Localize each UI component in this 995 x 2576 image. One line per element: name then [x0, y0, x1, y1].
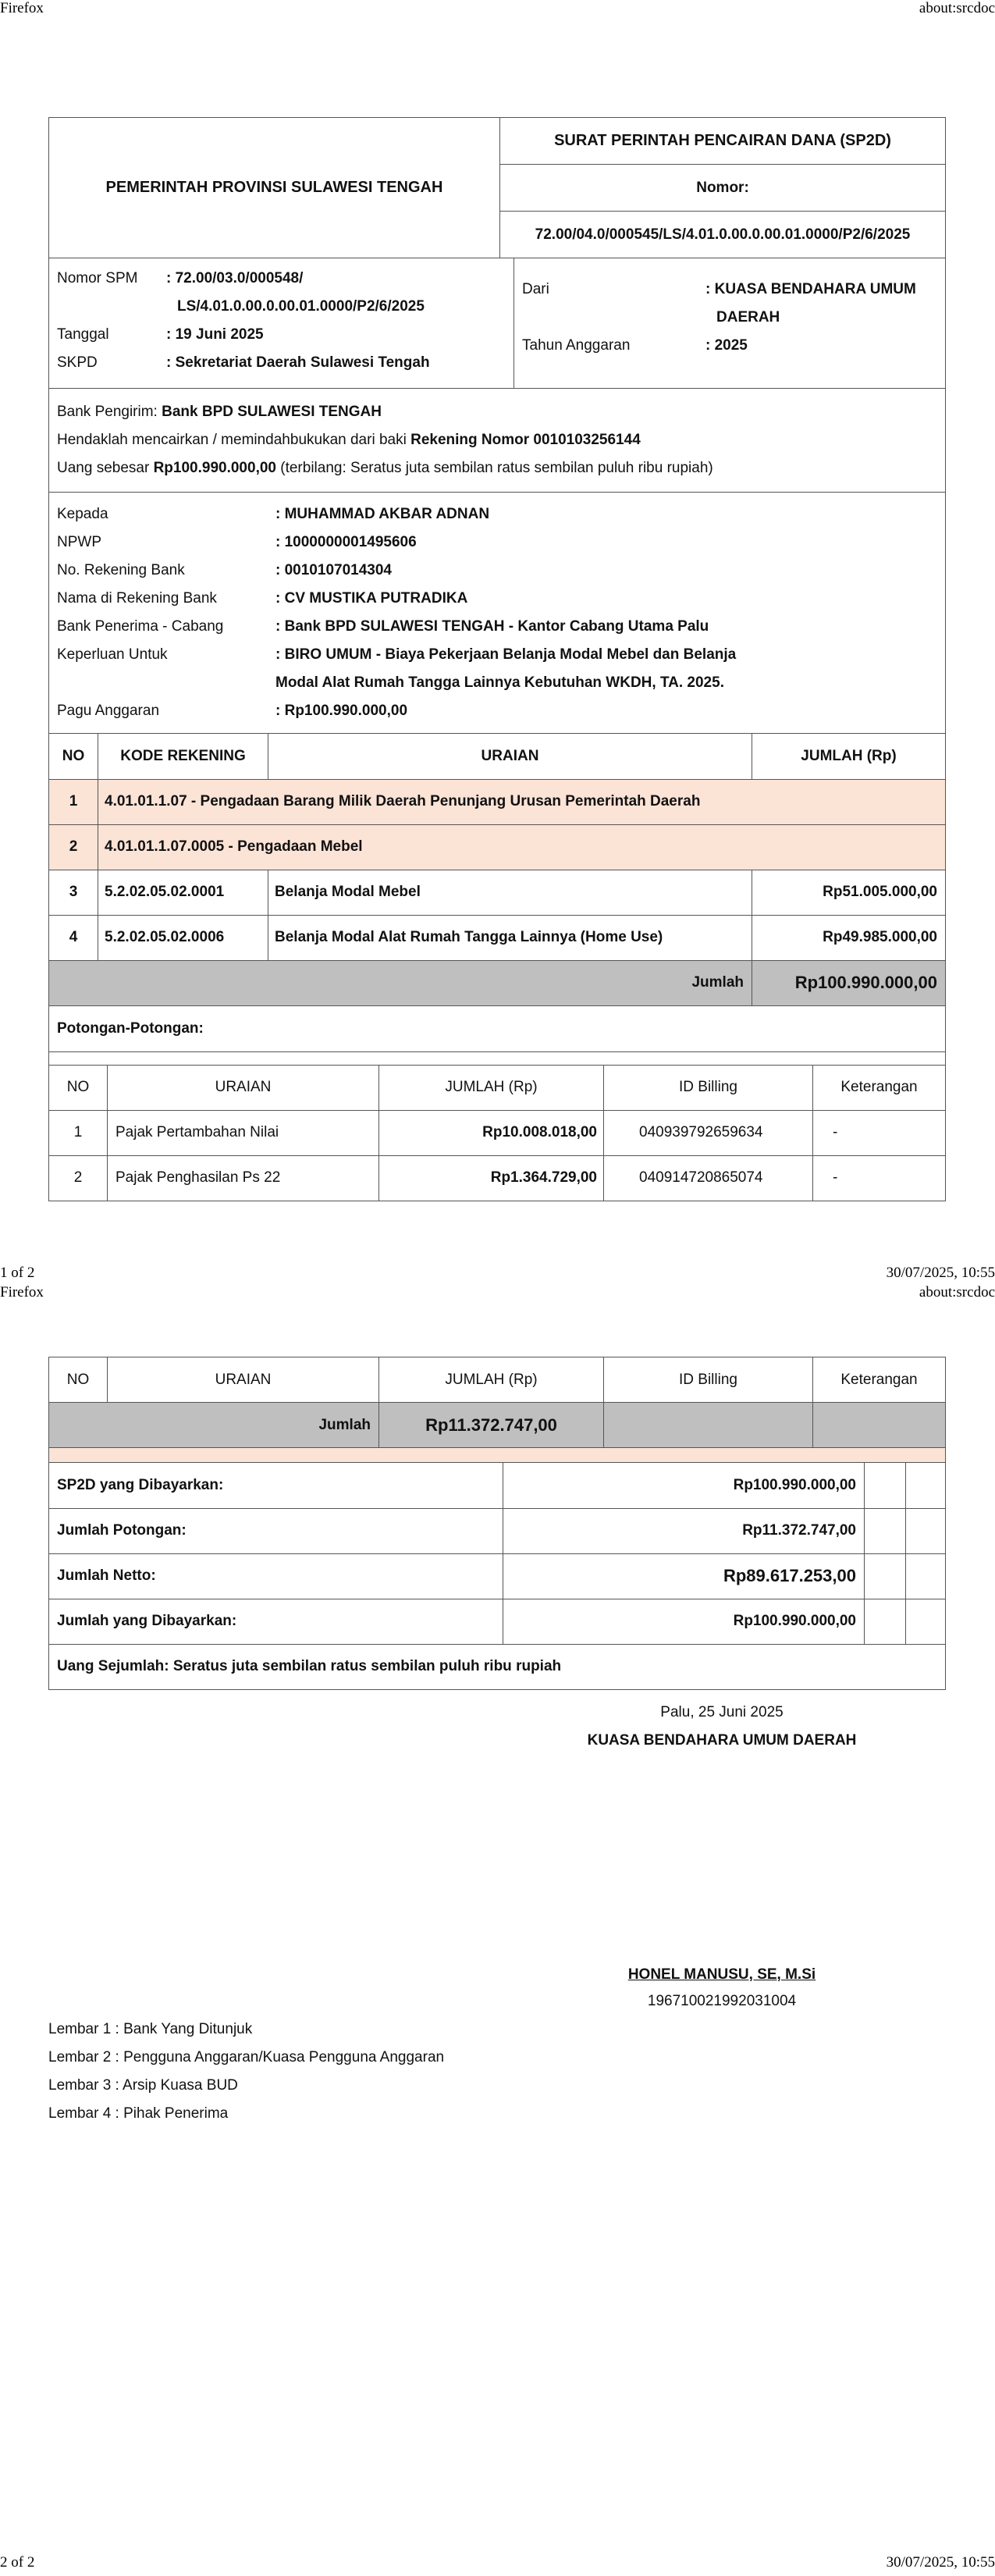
bank-cabang-label: Bank Penerima - Cabang	[57, 618, 224, 635]
list-item: Lembar 4 : Pihak Penerima	[48, 2105, 229, 2122]
row-no: 1	[49, 779, 98, 824]
summary-table	[48, 1463, 946, 1690]
potongan-header-uraian: URAIAN	[108, 1357, 379, 1403]
items-header-jumlah: JUMLAH (Rp)	[752, 734, 946, 779]
tahun-value: : 2025	[705, 337, 748, 354]
print-timestamp-p2: 30/07/2025, 10:55	[886, 2554, 995, 2571]
signature-nip: 196710021992031004	[647, 1993, 797, 2009]
nama-rekening-label: Nama di Rekening Bank	[57, 590, 217, 607]
government-name: PEMERINTAH PROVINSI SULAWESI TENGAH	[49, 118, 500, 258]
skpd-label: SKPD	[57, 354, 98, 371]
row-no: 4	[49, 915, 98, 960]
amount-terbilang: (terbilang: Seratus juta sembilan ratus sembilan puluh ribu rupiah)	[275, 460, 713, 476]
signature-name: HONEL MANUSU, SE, M.Si	[627, 1966, 816, 1983]
potongan-header-keterangan: Keterangan	[813, 1357, 946, 1403]
page-count-p1: 1 of 2	[0, 1265, 35, 1281]
uang-sejumlah: Uang Sejumlah: Seratus juta sembilan ratus sembilan puluh ribu rupiah	[49, 1644, 946, 1689]
spm-value-line1: : 72.00/03.0/000548/	[166, 270, 304, 286]
items-total-row	[49, 960, 946, 1005]
row-uraian: Pajak Penghasilan Ps 22	[108, 1155, 379, 1201]
list-item: Lembar 1 : Bank Yang Ditunjuk	[48, 2021, 253, 2037]
rekening-nomor: Rekening Nomor 0010103256144	[410, 432, 641, 448]
table-row	[49, 1110, 946, 1155]
dari-value-line1: : KUASA BENDAHARA UMUM	[705, 281, 916, 297]
lembar-list	[48, 2016, 444, 2128]
potongan-table	[48, 1065, 946, 1201]
npwp-value: : 1000000001495606	[275, 534, 417, 550]
potongan-table-continued	[48, 1357, 946, 1448]
potongan-title: Potongan-Potongan:	[48, 1006, 946, 1052]
row-jumlah: Rp10.008.018,00	[379, 1110, 604, 1155]
print-timestamp-p1: 30/07/2025, 10:55	[886, 1265, 995, 1281]
browser-name-p1: Firefox	[0, 0, 44, 16]
tanggal-label: Tanggal	[57, 326, 109, 343]
table-row	[49, 1155, 946, 1201]
pagu-label: Pagu Anggaran	[57, 703, 160, 719]
npwp-label: NPWP	[57, 534, 101, 550]
amount-prefix: Uang sebesar	[57, 460, 154, 476]
rekening-label: No. Rekening Bank	[57, 562, 185, 578]
row-uraian: Belanja Modal Alat Rumah Tangga Lainnya (Home Use)	[268, 915, 752, 960]
row-no: 3	[49, 870, 98, 915]
row-jumlah: Rp51.005.000,00	[752, 870, 946, 915]
potongan-header-jumlah: JUMLAH (Rp)	[379, 1065, 604, 1110]
rekening-value: : 0010107014304	[275, 562, 392, 578]
nama-rekening-value: : CV MUSTIKA PUTRADIKA	[275, 590, 468, 607]
list-item: Lembar 3 : Arsip Kuasa BUD	[48, 2077, 238, 2094]
meta-table	[48, 258, 946, 389]
spm-value-line2: LS/4.01.0.00.0.00.01.0000/P2/6/2025	[177, 298, 425, 315]
dari-label: Dari	[522, 281, 549, 297]
row-billing: 040939792659634	[604, 1110, 813, 1155]
sp2d-dibayarkan-label: SP2D yang Dibayarkan:	[49, 1463, 503, 1508]
row-keterangan: -	[813, 1110, 946, 1155]
sp2d-document-page2	[48, 1357, 946, 1690]
items-header-uraian: URAIAN	[268, 734, 752, 779]
list-item: Lembar 2 : Pengguna Anggaran/Kuasa Pengguna Anggaran	[48, 2049, 445, 2065]
signature-role: KUASA BENDAHARA UMUM DAERAH	[587, 1732, 857, 1749]
potongan-header-no: NO	[49, 1065, 108, 1110]
spm-label: Nomor SPM	[57, 270, 138, 286]
jumlah-potongan-label: Jumlah Potongan:	[49, 1508, 503, 1553]
browser-url-p1: about:srcdoc	[919, 0, 995, 16]
potongan-header-no: NO	[49, 1357, 108, 1403]
row-kegiatan: 4.01.01.1.07 - Pengadaan Barang Milik Daerah Penunjang Urusan Pemerintah Daerah	[98, 779, 946, 824]
row-kode: 5.2.02.05.02.0001	[98, 870, 268, 915]
items-header-kode: KODE REKENING	[98, 734, 268, 779]
skpd-value: : Sekretariat Daerah Sulawesi Tengah	[166, 354, 430, 371]
document-title: SURAT PERINTAH PENCAIRAN DANA (SP2D)	[500, 118, 946, 165]
row-keterangan: -	[813, 1155, 946, 1201]
keperluan-value-line2: Modal Alat Rumah Tangga Lainnya Kebutuhan WKDH, TA. 2025.	[275, 674, 724, 691]
potongan-header-uraian: URAIAN	[108, 1065, 379, 1110]
tanggal-value: : 19 Juni 2025	[166, 326, 264, 343]
potongan-total-row	[49, 1403, 946, 1448]
keperluan-label: Keperluan Untuk	[57, 646, 168, 663]
keperluan-value-line1: : BIRO UMUM - Biaya Pekerjaan Belanja Modal Mebel dan Belanja	[275, 646, 737, 663]
row-jumlah: Rp1.364.729,00	[379, 1155, 604, 1201]
page-count-p2: 2 of 2	[0, 2554, 35, 2571]
sp2d-document-page1	[48, 117, 946, 1201]
row-uraian: Pajak Pertambahan Nilai	[108, 1110, 379, 1155]
row-subkegiatan: 4.01.01.1.07.0005 - Pengadaan Mebel	[98, 824, 946, 870]
row-jumlah: Rp49.985.000,00	[752, 915, 946, 960]
row-billing: 040914720865074	[604, 1155, 813, 1201]
bank-cabang-value: : Bank BPD SULAWESI TENGAH - Kantor Cabang Utama Palu	[275, 618, 709, 635]
signature-place-date: Palu, 25 Juni 2025	[660, 1704, 784, 1720]
tahun-label: Tahun Anggaran	[522, 337, 631, 354]
browser-url-p2: about:srcdoc	[919, 1284, 995, 1300]
bank-section	[48, 389, 946, 493]
kepada-label: Kepada	[57, 506, 108, 522]
items-table	[48, 734, 946, 1006]
jumlah-netto-label: Jumlah Netto:	[49, 1553, 503, 1599]
bank-pengirim-value: Bank BPD SULAWESI TENGAH	[162, 404, 382, 420]
potongan-header-billing: ID Billing	[604, 1065, 813, 1110]
header-table	[48, 117, 946, 258]
jumlah-dibayarkan-label: Jumlah yang Dibayarkan:	[49, 1599, 503, 1644]
recipient-section	[48, 493, 946, 734]
nomor-value: 72.00/04.0/000545/LS/4.01.0.00.0.00.01.0000/P2/6/2025	[500, 212, 946, 258]
potongan-header-jumlah: JUMLAH (Rp)	[379, 1357, 604, 1403]
dari-value-line2: DAERAH	[716, 309, 780, 326]
potongan-header-keterangan: Keterangan	[813, 1065, 946, 1110]
jumlah-netto-value: Rp89.617.253,00	[503, 1553, 865, 1599]
items-header-no: NO	[49, 734, 98, 779]
row-no: 2	[49, 1155, 108, 1201]
kepada-value: : MUHAMMAD AKBAR ADNAN	[275, 506, 490, 522]
row-no: 2	[49, 824, 98, 870]
sp2d-dibayarkan-value: Rp100.990.000,00	[503, 1463, 865, 1508]
items-total-value: Rp100.990.000,00	[752, 960, 946, 1005]
items-total-label: Jumlah	[49, 960, 752, 1005]
nomor-label: Nomor:	[500, 165, 946, 212]
table-row	[49, 915, 946, 960]
row-kode: 5.2.02.05.02.0006	[98, 915, 268, 960]
row-uraian: Belanja Modal Mebel	[268, 870, 752, 915]
row-no: 1	[49, 1110, 108, 1155]
amount-value: Rp100.990.000,00	[153, 460, 276, 476]
bank-pengirim-label: Bank Pengirim:	[57, 404, 162, 420]
potongan-header-billing: ID Billing	[604, 1357, 813, 1403]
pagu-value: : Rp100.990.000,00	[275, 703, 408, 719]
table-row	[49, 779, 946, 824]
table-row	[49, 870, 946, 915]
jumlah-dibayarkan-value: Rp100.990.000,00	[503, 1599, 865, 1644]
jumlah-potongan-value: Rp11.372.747,00	[503, 1508, 865, 1553]
instruction-text: Hendaklah mencairkan / memindahbukukan dari baki	[57, 432, 411, 448]
potongan-total-value: Rp11.372.747,00	[379, 1403, 604, 1448]
browser-name-p2: Firefox	[0, 1284, 44, 1300]
table-row	[49, 824, 946, 870]
potongan-total-label: Jumlah	[49, 1403, 379, 1448]
